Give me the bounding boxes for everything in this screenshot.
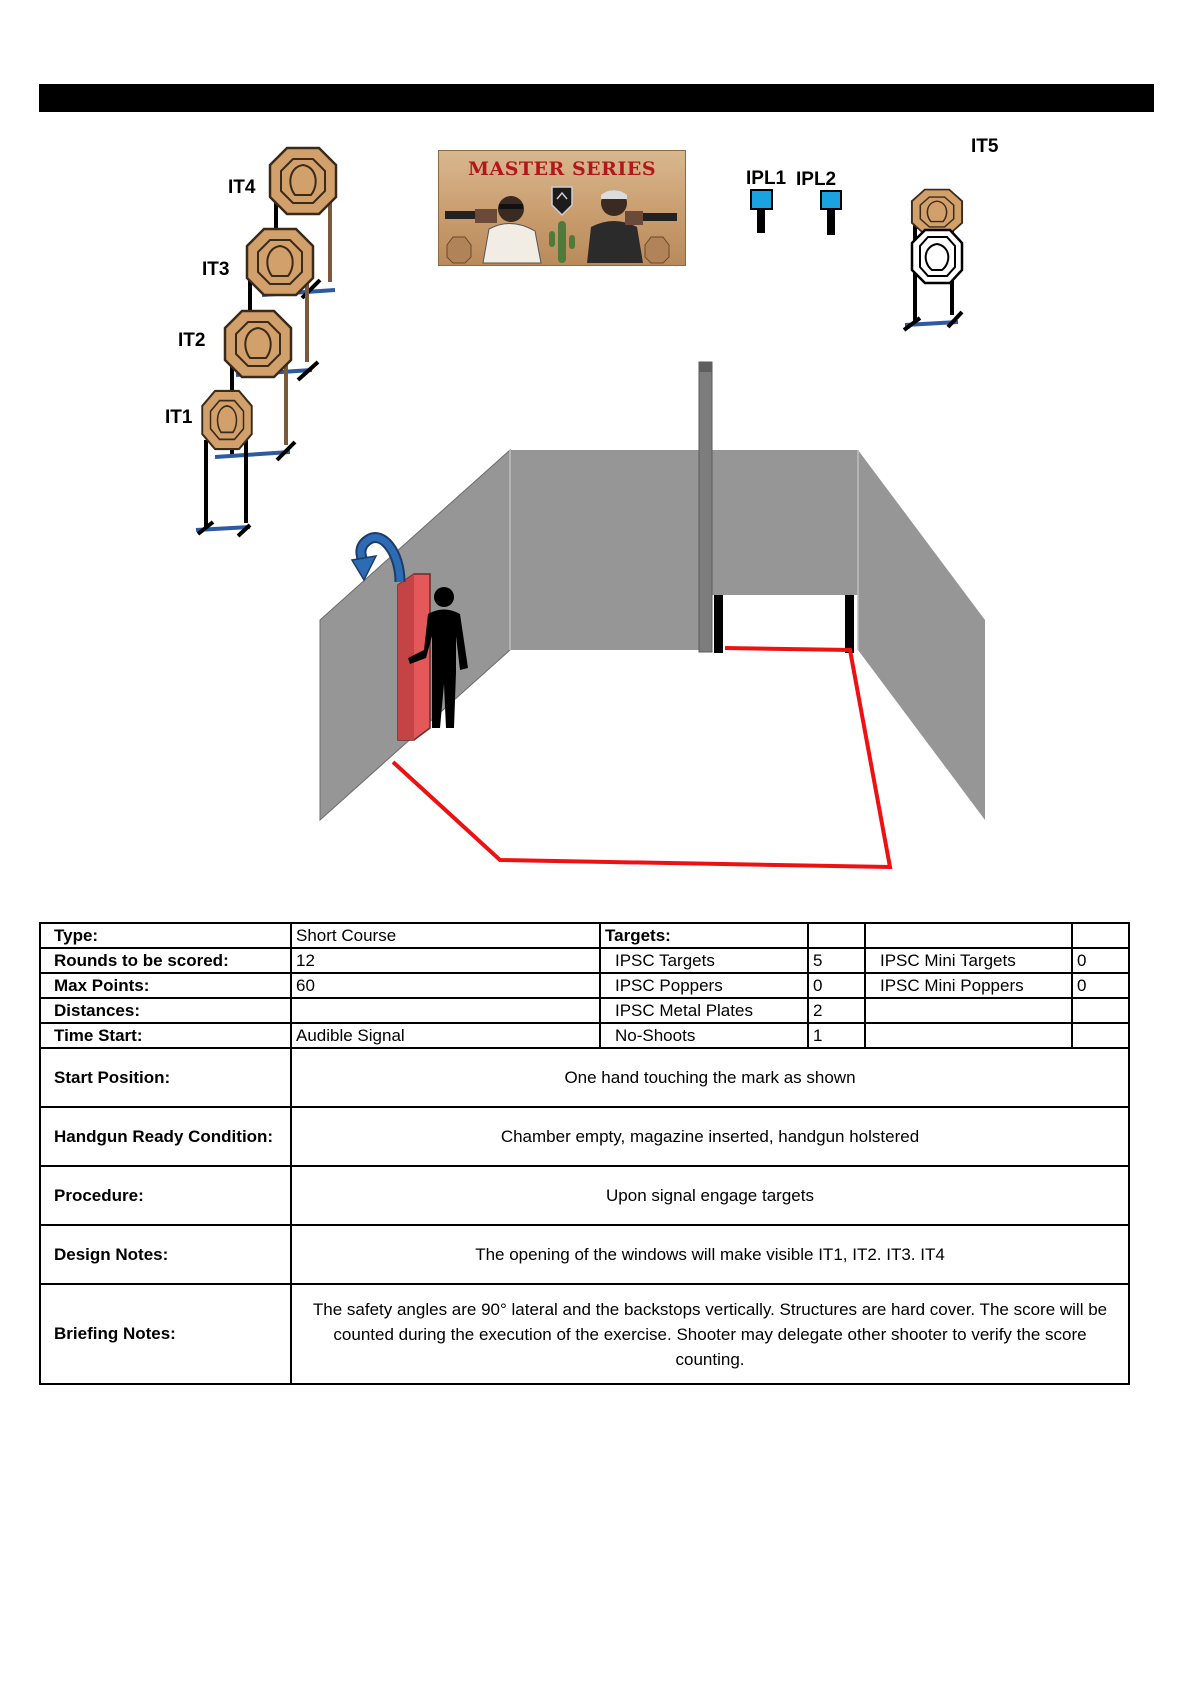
ready-condition-label: Handgun Ready Condition: xyxy=(40,1107,291,1166)
target-it1 xyxy=(202,391,252,449)
ipsc-poppers-label: IPSC Poppers xyxy=(600,973,808,998)
target-it5 xyxy=(904,190,962,330)
empty-cell xyxy=(1072,1023,1129,1048)
table-row-time-start xyxy=(40,1023,1129,1048)
target-it3 xyxy=(247,229,313,295)
banner-title: MASTER SERIES xyxy=(467,158,657,180)
type-label: Type: xyxy=(40,923,291,948)
no-shoot-target xyxy=(912,230,962,283)
distances-label: Distances: xyxy=(40,998,291,1023)
ipsc-targets-count: 5 xyxy=(808,948,865,973)
start-position-value: One hand touching the mark as shown xyxy=(291,1048,1129,1107)
start-position-label: Start Position: xyxy=(40,1048,291,1107)
ipsc-metal-plates-count: 2 xyxy=(808,998,865,1023)
rounds-label: Rounds to be scored: xyxy=(40,948,291,973)
no-shoots-label: No-Shoots xyxy=(600,1023,808,1048)
empty-cell xyxy=(808,923,865,948)
ipsc-poppers-count: 0 xyxy=(808,973,865,998)
ready-condition-value: Chamber empty, magazine inserted, handgun holstered xyxy=(291,1107,1129,1166)
table-row-ready-condition xyxy=(40,1107,1129,1166)
label-ipl1: IPL1 xyxy=(746,168,787,189)
empty-cell xyxy=(865,1023,1072,1048)
procedure-value: Upon signal engage targets xyxy=(291,1166,1129,1225)
label-ipl2: IPL2 xyxy=(796,169,837,190)
stage-info-table xyxy=(39,922,1130,1385)
procedure-label: Procedure: xyxy=(40,1166,291,1225)
table-row-type xyxy=(40,923,1129,948)
table-row-distances xyxy=(40,998,1129,1023)
table-row-rounds xyxy=(40,948,1129,973)
banner-artwork xyxy=(439,151,685,265)
target-it4 xyxy=(270,148,336,214)
label-it1: IT1 xyxy=(165,407,193,428)
briefing-notes-label: Briefing Notes: xyxy=(40,1284,291,1384)
popper-ipl2 xyxy=(821,191,841,235)
table-row-design-notes xyxy=(40,1225,1129,1284)
empty-cell xyxy=(1072,998,1129,1023)
label-it5: IT5 xyxy=(971,136,999,157)
max-points-value: 60 xyxy=(291,973,600,998)
ipsc-mini-targets-label: IPSC Mini Targets xyxy=(865,948,1072,973)
empty-cell xyxy=(865,923,1072,948)
label-it2: IT2 xyxy=(178,330,206,351)
ipsc-metal-plates-label: IPSC Metal Plates xyxy=(600,998,808,1023)
time-start-label: Time Start: xyxy=(40,1023,291,1048)
label-it3: IT3 xyxy=(202,259,230,280)
design-notes-value: The opening of the windows will make visible IT1, IT2. IT3. IT4 xyxy=(291,1225,1129,1284)
ipsc-targets-label: IPSC Targets xyxy=(600,948,808,973)
rounds-value: 12 xyxy=(291,948,600,973)
ipsc-mini-poppers-count: 0 xyxy=(1072,973,1129,998)
briefing-notes-value: The safety angles are 90° lateral and the backstops vertically. Structures are hard cover. The score will be counted during the execution of the exercise. Shooter may delegate other shooter to verify the score counting. xyxy=(291,1284,1129,1384)
table-row-max-points xyxy=(40,973,1129,998)
target-it2 xyxy=(225,311,291,377)
type-value: Short Course xyxy=(291,923,600,948)
empty-cell xyxy=(1072,923,1129,948)
table-row-procedure xyxy=(40,1166,1129,1225)
time-start-value: Audible Signal xyxy=(291,1023,600,1048)
ipsc-mini-targets-count: 0 xyxy=(1072,948,1129,973)
max-points-label: Max Points: xyxy=(40,973,291,998)
no-shoots-count: 1 xyxy=(808,1023,865,1048)
label-it4: IT4 xyxy=(228,177,256,198)
master-series-logo xyxy=(438,150,686,266)
empty-cell xyxy=(865,998,1072,1023)
targets-label: Targets: xyxy=(600,923,808,948)
popper-ipl1 xyxy=(751,190,772,233)
ipsc-mini-poppers-label: IPSC Mini Poppers xyxy=(865,973,1072,998)
distances-value xyxy=(291,998,600,1023)
table-row-start-position xyxy=(40,1048,1129,1107)
table-row-briefing-notes xyxy=(40,1284,1129,1384)
design-notes-label: Design Notes: xyxy=(40,1225,291,1284)
